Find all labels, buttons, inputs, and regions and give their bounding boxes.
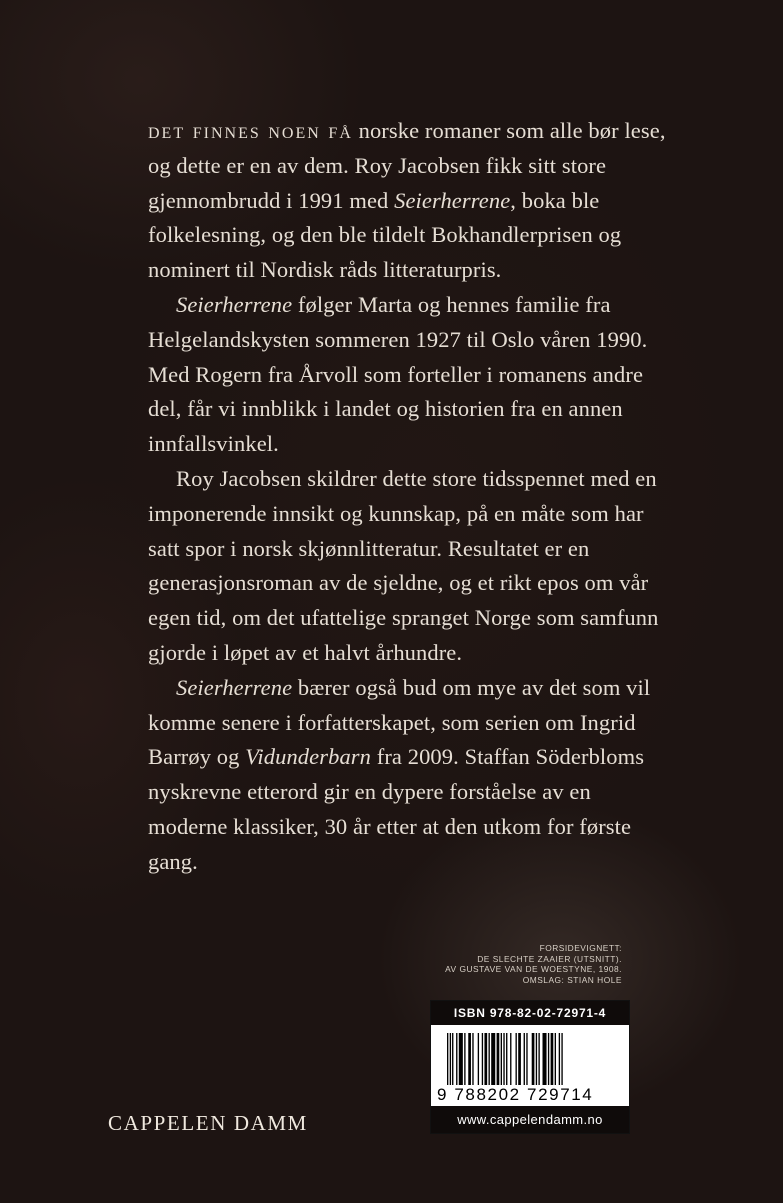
barcode-bar: [510, 1033, 511, 1085]
barcode-bar: [489, 1033, 490, 1085]
barcode-bar: [468, 1033, 471, 1085]
blurb-paragraph-2-text: følger Marta og hennes familie fra Helgelandskysten sommeren 1927 til Oslo våren 1990. Med Rogern fra Årvoll som forteller i romanens andre del, får vi innblikk i landet og historien fra en annen innfallsvinkel.: [148, 291, 648, 457]
barcode-bar: [497, 1033, 500, 1085]
barcode-bar: [456, 1033, 457, 1085]
barcode-bar: [518, 1033, 521, 1085]
barcode-bar: [482, 1033, 483, 1085]
barcode-bar: [452, 1033, 453, 1085]
barcode-graphic: [447, 1033, 623, 1085]
barcode-bar: [548, 1033, 549, 1085]
blurb-text: [148, 114, 668, 880]
barcode-bar: [536, 1033, 537, 1085]
blurb-paragraph-2: [148, 288, 668, 462]
barcode-bar: [472, 1033, 473, 1085]
publisher-url: www.cappelendamm.no: [431, 1106, 629, 1133]
barcode-bar: [532, 1033, 535, 1085]
barcode-bar: [524, 1033, 525, 1085]
barcode-bar: [501, 1033, 502, 1085]
barcode-bar: [506, 1033, 507, 1085]
credit-line: OMSLAG: STIAN HOLE: [522, 974, 622, 985]
cover-credits: [422, 943, 622, 985]
other-book-title: Vidunderbarn: [245, 744, 372, 770]
blurb-paragraph-4-end: fra 2009. Staffan Söderbloms nyskrevne etterord gir en dypere forståelse av en moderne klassiker, 30 år etter at den utkom for første gang.: [148, 744, 645, 874]
barcode-bars: [447, 1033, 623, 1085]
blurb-paragraph-4-text: bærer også bud om mye av det som vil komme senere i forfatterskapet, som serien om Ingrid Barrøy og: [148, 674, 651, 770]
barcode-bar: [503, 1033, 504, 1085]
blurb-paragraph-4: [148, 671, 668, 880]
isbn-label: ISBN 978-82-02-72971-4: [431, 1001, 629, 1025]
barcode-bar: [516, 1033, 517, 1085]
barcode-bar: [447, 1033, 448, 1085]
credit-line: DE SLECHTE ZAAIER (UTSNITT).: [477, 953, 622, 964]
barcode-bar: [459, 1033, 463, 1085]
blurb-paragraph-1-text: norske romaner som alle bør lese, og dette er en av dem. Roy Jacobsen fikk sitt store gjennombrudd i 1991 med: [148, 118, 666, 213]
barcode-bar: [478, 1033, 479, 1085]
credit-line: AV GUSTAVE VAN DE WOESTYNE, 1908.: [445, 964, 622, 975]
barcode-bar: [551, 1033, 554, 1085]
barcode-bar: [491, 1033, 495, 1085]
barcode-panel: [430, 1000, 630, 1134]
barcode-bar: [450, 1033, 451, 1085]
publisher-logo: CAPPELEN DAMM: [108, 1111, 308, 1135]
barcode-bar: [484, 1033, 487, 1085]
blurb-paragraph-1-end: , boka ble folkelesning, og den ble tildelt Bokhandlerprisen og nominert til Nordisk råds litteraturpris.: [148, 187, 622, 283]
book-title: Seierherrene: [176, 674, 293, 700]
barcode-bar: [464, 1033, 465, 1085]
barcode-bar: [561, 1033, 562, 1085]
barcode-digits: 9 788202 729714: [437, 1085, 594, 1104]
book-title: Seierherrene: [394, 187, 511, 213]
book-title: Seierherrene: [176, 291, 293, 317]
credit-line: FORSIDEVIGNETT:: [539, 943, 622, 953]
blurb-paragraph-1: [148, 114, 668, 288]
barcode-bar: [555, 1033, 556, 1085]
barcode-bar: [538, 1033, 539, 1085]
barcode-bar: [543, 1033, 547, 1085]
blurb-paragraph-3: Roy Jacobsen skildrer dette store tidsspennet med en imponerende innsikt og kunnskap, på en måte som har satt spor i norsk skjønnlitteratur. Resultatet er en generasjonsroman av de sjeldne, og et rikt epos om vår egen tid, om det ufattelige spranget Norge som samfunn gjorde i løpet av et halvt århundre.: [148, 465, 659, 665]
barcode-bar: [526, 1033, 527, 1085]
blurb-lead-in: det finnes noen få: [148, 118, 353, 143]
barcode-bar: [559, 1033, 560, 1085]
